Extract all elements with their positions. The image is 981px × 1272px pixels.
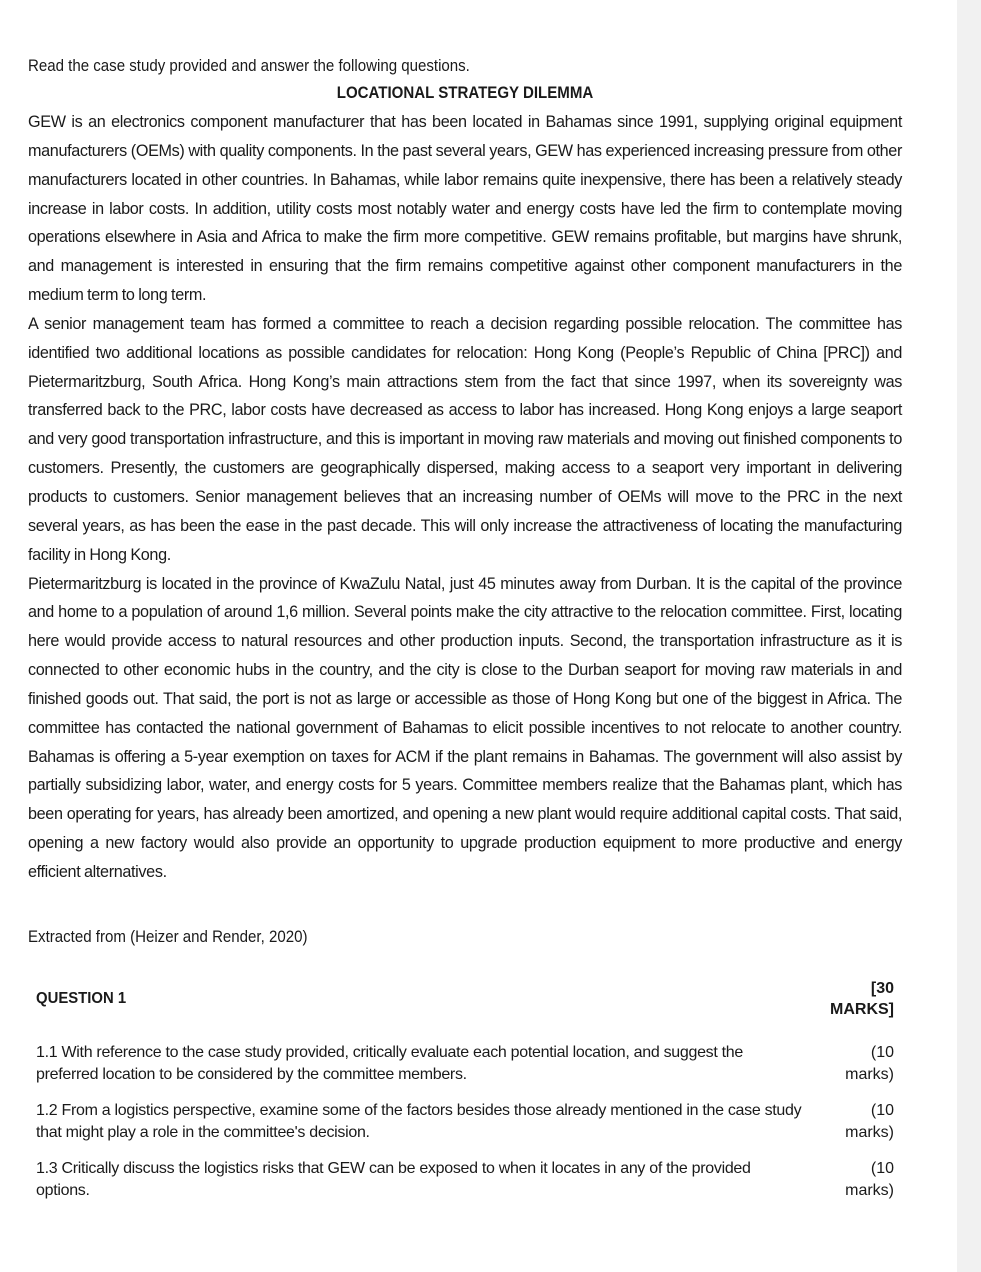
question-text: 1.2 From a logistics perspective, examine some of the factors besides those already mentioned in the case study that might play a role in the committee's decision. — [36, 1102, 802, 1141]
marks-line2: marks) — [845, 1124, 894, 1141]
paragraph-3: Pietermaritzburg is located in the province of KwaZulu Natal, just 45 minutes away from Durban. It is the capital of the province and home to a population of around 1,6 million. Several points make the city attractive to the relocation committee. First, locating here would provide access to natural resources and other production inputs. Second, the transportation infrastructure as it is connected to other economic hubs in the country, and the city is close to the Durban seaport for moving raw materials in and finished goods out. That said, the port is not as large or accessible as those of Hong Kong but one of the biggest in Africa. The committee has contacted the national government of Bahamas to elicit possible incentives to not relocate to another country. Bahamas is offering a 5-year exemption on taxes for ACM if the plant remains in Bahamas. The government will also assist by partially subsidizing labor, water, and energy costs for 5 years. Committee members realize that the Bahamas plant, which has been operating for years, has already been amortized, and opening a new plant would require additional capital costs. That said, opening a new factory would also provide an opportunity to upgrade production equipment to more productive and energy efficient alternatives. — [28, 574, 902, 881]
total-marks — [774, 978, 894, 1020]
marks-line2: marks) — [845, 1066, 894, 1083]
question-item — [36, 1042, 894, 1086]
paragraph-1: GEW is an electronics component manufacturer that has been located in Bahamas since 1991, supplying original equipment manufacturers (OEMs) with quality components. In the past several years, GEW has experienced increasing pressure from other manufacturers located in other countries. In Bahamas, while labor remains quite inexpensive, there has been a relatively steady increase in labor costs. In addition, utility costs most notably water and energy costs have led the firm to contemplate moving operations elsewhere in Asia and Africa to make the firm more competitive. GEW remains profitable, but margins have shrunk, and management is interested in ensuring that the firm remains competitive against other component manufacturers in the medium term to long term. — [28, 113, 902, 305]
question-item — [36, 1100, 894, 1144]
question-text: 1.1 With reference to the case study provided, critically evaluate each potential location, and suggest the preferred location to be considered by the committee members. — [36, 1044, 744, 1083]
question-header — [36, 978, 894, 1042]
page-margin-strip — [957, 0, 981, 1272]
question-marks — [814, 1042, 894, 1086]
case-study — [28, 54, 902, 949]
paragraph-2: A senior management team has formed a committee to reach a decision regarding possible relocation. The committee has identified two additional locations as possible candidates for relocation: Hong Kong (People’s Republic of China [PRC]) and Pietermaritzburg, South Africa. Hong Kong’s main attractions stem from the fact that since 1997, when its sovereignty was transferred back to the PRC, labor costs have decreased as access to labor has increased. Hong Kong enjoys a large seaport and very good transportation infrastructure, and this is important in moving raw materials and moving out finished components to customers. Presently, the customers are geographically dispersed, making access to a seaport very important in delivering products to customers. Senior management believes that an increasing number of OEMs will move to the PRC in the next several years, as has been the ease in the past decade. This will only increase the attractiveness of locating the manufacturing facility in Hong Kong. — [28, 314, 902, 564]
question-text: 1.3 Critically discuss the logistics risks that GEW can be exposed to when it locates in any of the provided options. — [36, 1160, 751, 1199]
total-marks-line1: [30 — [870, 980, 894, 997]
question-section — [36, 978, 894, 1216]
total-marks-line2: MARKS] — [830, 1001, 894, 1018]
question-title: QUESTION 1 — [36, 990, 127, 1007]
marks-line1: (10 — [870, 1160, 894, 1177]
question-marks — [814, 1158, 894, 1202]
marks-line2: marks) — [845, 1182, 894, 1199]
question-item — [36, 1158, 894, 1202]
question-marks — [814, 1100, 894, 1144]
case-study-title: LOCATIONAL STRATEGY DILEMMA — [336, 84, 594, 102]
instructions: Read the case study provided and answer the following questions. — [28, 57, 470, 75]
marks-line1: (10 — [870, 1102, 894, 1119]
source-citation: Extracted from (Heizer and Render, 2020) — [28, 927, 308, 946]
marks-line1: (10 — [870, 1044, 894, 1061]
